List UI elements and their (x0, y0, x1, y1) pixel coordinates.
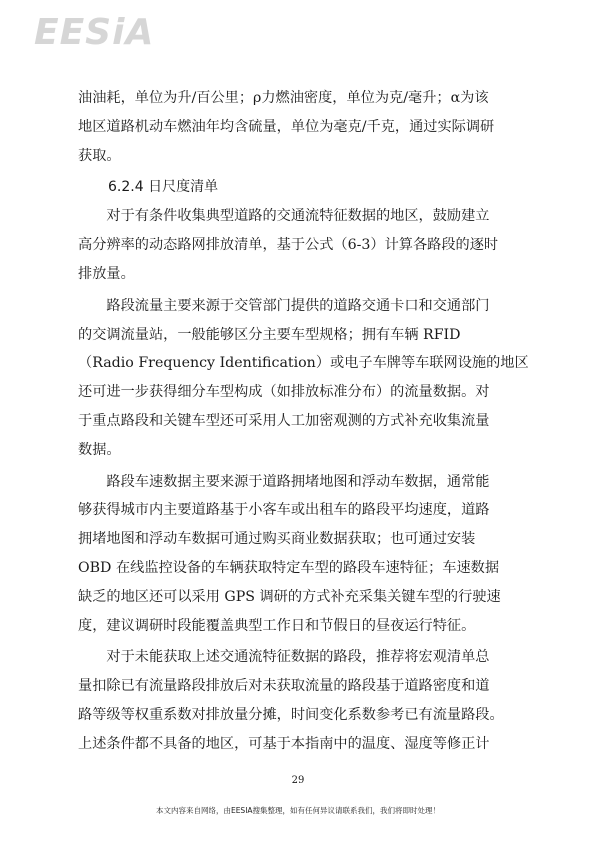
text-line: （Radio Frequency Identification）或电子车牌等车联网设施的地区 (78, 355, 529, 372)
footer-disclaimer: 本文内容来自网络，由EESIA搜集整理，如有任何异议请联系我们，我们将即时处理！ (155, 806, 441, 815)
text-line: 对于未能获取上述交通流特征数据的路段，推荐将宏观清单总 (78, 649, 490, 666)
text-line: 拥堵地图和浮动车数据可通过购买商业数据获取；也可通过安装 (78, 531, 476, 548)
text-line: 度，建议调研时段能覆盖典型工作日和节假日的昼夜运行特征。 (78, 617, 476, 634)
text-line: 对于有条件收集典型道路的交通流特征数据的地区，鼓励建立 (78, 208, 490, 225)
section-heading: 6.2.4 日尺度清单 (108, 179, 219, 196)
paragraph-road-speed (78, 468, 530, 641)
text-line: 于重点路段和关键车型还可采用人工加密观测的方式补充收集流量 (78, 412, 490, 429)
text-line: OBD 在线监控设备的车辆获取特定车型的路段车速特征；车速数据 (78, 559, 500, 576)
eesia-watermark-logo: EESiA (34, 12, 155, 53)
text-line: 路段车速数据主要来源于道路拥堵地图和浮动车数据，通常能 (78, 473, 490, 490)
text-line: 缺乏的地区还可以采用 GPS 调研的方式补充采集关键车型的行驶速 (78, 588, 501, 605)
page-number: 29 (291, 775, 305, 786)
text-line: 油油耗，单位为升/百公里；ρ力燃油密度，单位为克/毫升；α为该 (78, 90, 489, 106)
text-line: 高分辨率的动态路网排放清单，基于公式（6-3）计算各路段的逐时 (78, 237, 499, 254)
paragraph-road-flow (78, 292, 530, 465)
text-line: 路段流量主要来源于交管部门提供的道路交通卡口和交通部门 (78, 297, 490, 314)
document-body (78, 84, 530, 762)
paragraph-missing-data (78, 643, 530, 758)
text-line: 上述条件都不具备的地区，可基于本指南中的温度、湿度等修正计 (78, 735, 490, 752)
text-line: 排放量。 (78, 265, 135, 282)
text-line: 还可进一步获得细分车型构成（如排放标准分布）的流量数据。对 (78, 384, 490, 401)
text-line: 获取。 (78, 147, 121, 164)
text-line: 路等级等权重系数对排放量分摊，时间变化系数参考已有流量路段。 (78, 706, 504, 723)
paragraph-continued (78, 84, 530, 170)
text-line: 数据。 (78, 441, 121, 458)
text-line: 量扣除已有流量路段排放后对未获取流量的路段基于道路密度和道 (78, 678, 490, 695)
text-line: 地区道路机动车燃油年均含硫量，单位为毫克/千克，通过实际调研 (78, 118, 495, 135)
text-line: 够获得城市内主要道路基于小客车或出租车的路段平均速度，道路 (78, 502, 490, 519)
paragraph-dynamic-inventory (78, 202, 530, 288)
text-line: 的交调流量站，一般能够区分主要车型规格；拥有车辆 RFID (78, 326, 461, 343)
